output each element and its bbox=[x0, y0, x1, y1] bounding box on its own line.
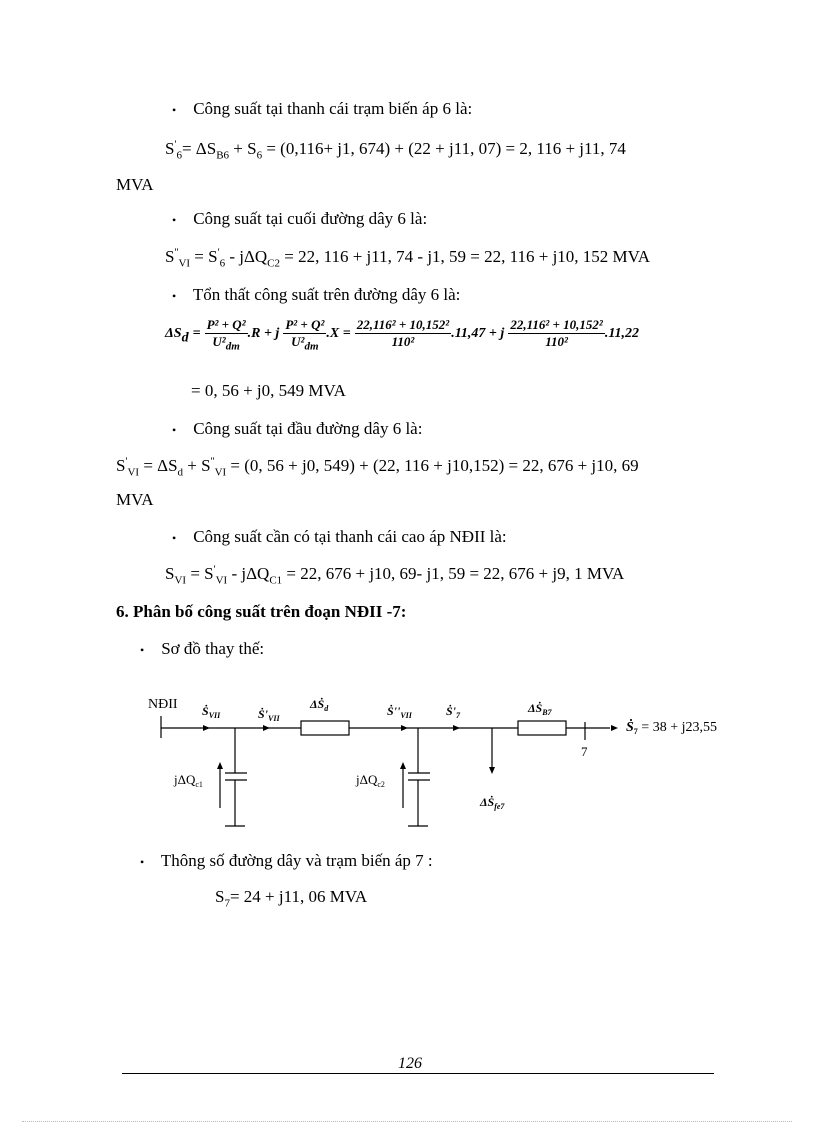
sym: S bbox=[215, 887, 225, 906]
fraction-2 bbox=[283, 317, 326, 353]
arrow-up bbox=[400, 762, 406, 769]
sym: S bbox=[116, 456, 126, 475]
sub: VI bbox=[178, 257, 191, 270]
sym: S bbox=[165, 247, 175, 266]
sup: ' bbox=[213, 563, 216, 576]
equation-svi1 bbox=[116, 455, 639, 479]
sub: 7 bbox=[224, 897, 230, 910]
bullet-line-1 bbox=[172, 99, 472, 120]
bullet-dot: • bbox=[140, 643, 145, 657]
node-7-label: 7 bbox=[581, 744, 588, 759]
unit-mva-2: MVA bbox=[116, 490, 154, 509]
eq-sign: = bbox=[192, 326, 201, 342]
text: = (0, 56 + j0, 549) + (22, 116 + j10,152) = 22, 676 + j10, 69 bbox=[226, 456, 639, 475]
text: = (0,116+ j1, 674) + (22 + j11, 07) = 2, 116 + j11, 74 bbox=[262, 139, 626, 158]
ds-fe7-label: ΔṠ$_{fe7}$ bbox=[480, 795, 505, 811]
bullet-dot: • bbox=[172, 289, 177, 303]
arrow-right bbox=[611, 725, 618, 731]
bullet-dot: • bbox=[172, 213, 177, 227]
text: + S bbox=[183, 456, 211, 475]
fraction-1 bbox=[205, 317, 248, 353]
num: P² + Q² bbox=[206, 317, 246, 332]
equation-svi2 bbox=[165, 246, 651, 270]
num: 22,116² + 10,152² bbox=[510, 317, 603, 332]
page-number: 126 bbox=[398, 1055, 422, 1072]
eq-lhs: ΔS bbox=[165, 326, 182, 342]
den-text: U² bbox=[291, 334, 305, 349]
num: P² + Q² bbox=[285, 317, 325, 332]
bullet-line-12 bbox=[140, 851, 433, 872]
bullet-line-5 bbox=[172, 285, 460, 306]
footer-rule bbox=[122, 1073, 714, 1074]
loss-equation bbox=[165, 317, 640, 353]
page-edge bbox=[22, 1121, 792, 1122]
sym: S bbox=[165, 139, 175, 158]
unit-mva-1: MVA bbox=[116, 175, 154, 194]
arrow-right bbox=[263, 725, 270, 731]
equation-s7 bbox=[215, 887, 368, 910]
den-sub: dm bbox=[304, 340, 319, 353]
bullet-dot: • bbox=[172, 103, 177, 117]
text: - jΔQ bbox=[225, 247, 268, 266]
text: = 22, 676 + j10, 69- j1, 59 = 22, 676 + j9, 1 MVA bbox=[282, 564, 625, 583]
den: 110² bbox=[545, 334, 568, 349]
sup: '' bbox=[174, 246, 179, 259]
ds-b7-label: ΔṠ$_{B7}$ bbox=[528, 701, 552, 717]
equation-svi bbox=[165, 563, 625, 587]
bullet-line-3 bbox=[172, 209, 427, 230]
eq-mid: .11,47 + j bbox=[451, 326, 505, 342]
qc1-label: jΔQ$_{c1}$ bbox=[174, 772, 203, 789]
sub: C2 bbox=[267, 257, 281, 270]
num: 22,116² + 10,152² bbox=[356, 317, 450, 332]
text: = ΔS bbox=[181, 139, 217, 158]
text: Tổn thất công suất trên đường dây 6 là: bbox=[192, 285, 461, 304]
arrow-right bbox=[203, 725, 210, 731]
sub: 6 bbox=[219, 257, 226, 270]
bullet-line-9 bbox=[172, 527, 507, 548]
eq-x: .X = bbox=[326, 326, 351, 342]
bullet-dot: • bbox=[172, 531, 177, 545]
fraction-3 bbox=[355, 317, 452, 350]
text: Công suất tại đầu đường dây 6 là: bbox=[193, 419, 423, 438]
text: Công suất tại thanh cái trạm biến áp 6 là: bbox=[193, 99, 473, 118]
sup: '' bbox=[210, 455, 215, 468]
arrow-down bbox=[489, 767, 495, 774]
bus-label: NĐII bbox=[148, 697, 178, 712]
result-loss: = 0, 56 + j0, 549 MVA bbox=[191, 381, 346, 400]
bullet-line-7 bbox=[172, 419, 422, 440]
text: = ΔS bbox=[139, 456, 178, 475]
sub: VI bbox=[174, 574, 187, 587]
bullet-line-11 bbox=[140, 639, 264, 660]
ds-d-label: ΔṠ$_d$ bbox=[310, 697, 329, 713]
text: Công suất cần có tại thanh cái cao áp NĐII là: bbox=[193, 527, 507, 546]
eq-sub: d bbox=[181, 330, 189, 346]
sub: B6 bbox=[216, 149, 230, 162]
sym: S bbox=[165, 564, 175, 583]
bullet-dot: • bbox=[140, 855, 145, 869]
sub: C1 bbox=[269, 574, 283, 587]
arrow-right bbox=[401, 725, 408, 731]
den bbox=[283, 334, 326, 353]
text: = 24 + j11, 06 MVA bbox=[229, 887, 368, 906]
sub: 6 bbox=[256, 149, 263, 162]
s7-prime-label: $Ṡ'_7$ bbox=[446, 704, 461, 720]
den: 110² bbox=[391, 334, 415, 349]
s-vii-label: Ṡ$_{VII}$ bbox=[202, 704, 221, 720]
fraction-4 bbox=[508, 317, 605, 350]
den-text: U² bbox=[212, 334, 226, 349]
eq-end: .11,22 bbox=[604, 326, 640, 342]
s-vii1-label: $Ṡ'_{VII}$ bbox=[258, 707, 280, 723]
bullet-dot: • bbox=[172, 423, 177, 437]
sup: ' bbox=[217, 246, 220, 259]
arrow-right bbox=[453, 725, 460, 731]
equation-s6 bbox=[165, 138, 626, 162]
line-impedance bbox=[301, 721, 349, 735]
text: Công suất tại cuối đường dây 6 là: bbox=[193, 209, 428, 228]
text: = S bbox=[186, 564, 214, 583]
text: Thông số đường dây và trạm biến áp 7 : bbox=[160, 851, 433, 870]
transformer-impedance bbox=[518, 721, 566, 735]
sub: d bbox=[177, 466, 184, 479]
arrow-up bbox=[217, 762, 223, 769]
den-sub: dm bbox=[225, 340, 240, 353]
text: = 22, 116 + j11, 74 - j1, 59 = 22, 116 + j10, 152 MVA bbox=[280, 247, 651, 266]
sub: VI bbox=[127, 466, 140, 479]
sub: VI bbox=[215, 574, 228, 587]
text: = S bbox=[190, 247, 218, 266]
s7-value-label: Ṡ$_7$ = 38 + j23,55 bbox=[626, 720, 717, 736]
sub: VI bbox=[214, 466, 227, 479]
eq-r: .R + j bbox=[247, 326, 280, 342]
section-heading: 6. Phân bố công suất trên đoạn NĐII -7: bbox=[116, 602, 407, 621]
qc2-label: jΔQ$_{c2}$ bbox=[356, 772, 385, 789]
sub: 6 bbox=[176, 149, 182, 162]
sup: ' bbox=[125, 455, 128, 468]
text: Sơ đồ thay thế: bbox=[161, 639, 265, 658]
den bbox=[205, 334, 248, 353]
equivalent-circuit-diagram bbox=[140, 688, 780, 838]
s-vii2-label: $Ṡ''_{VII}$ bbox=[387, 704, 412, 720]
text: - jΔQ bbox=[227, 564, 270, 583]
text: + S bbox=[229, 139, 257, 158]
sup: ' bbox=[174, 138, 177, 151]
